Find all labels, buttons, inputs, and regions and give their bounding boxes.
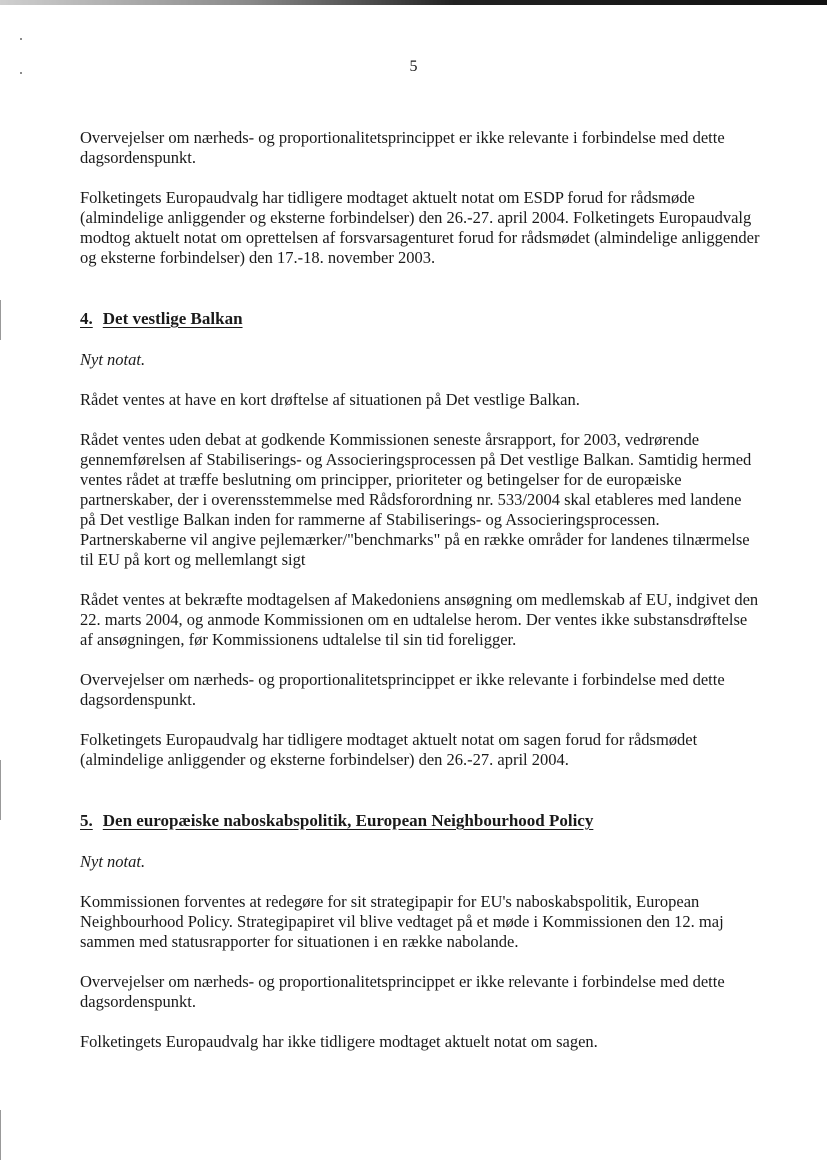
section-title: Den europæiske naboskabspolitik, European Neighbourhood Policy [102,811,594,830]
section-note: Nyt notat. [80,852,146,871]
paragraph: Folketingets Europaudvalg har ikke tidligere modtaget aktuelt notat om sagen. [80,1032,598,1051]
top-scan-rule [0,0,827,5]
paragraph: Folketingets Europaudvalg har tidligere modtaget aktuelt notat om sagen forud for rådsmødet (almindelige anliggender og eksterne forbindelser) den 26.-27. april 2004. [80,730,698,769]
paragraph: Overvejelser om nærheds- og proportionalitetsprincippet er ikke relevante i forbindelse med dette dagsordenspunkt. [80,128,725,167]
paragraph: Folketingets Europaudvalg har tidligere modtaget aktuelt notat om ESDP forud for rådsmøde (almindelige anliggender og eksterne forbindelser) den 26.-27. april 2004. Folketingets Europaudvalg modtog aktuelt notat om oprettelsen af forsvarsagenturet forud for rådsmødet (almindelige anliggender og eksterne forbindelser) den 17.-18. november 2003. [80,188,760,267]
paragraph: Overvejelser om nærheds- og proportionalitetsprincippet er ikke relevante i forbindelse med dette dagsordenspunkt. [80,670,725,709]
section-heading-5 [80,810,760,832]
scan-margin-mark [0,300,1,340]
section-spacer [80,790,760,810]
section-number: 5. [80,811,93,830]
document-body [80,128,760,1072]
section-number: 4. [80,309,93,328]
section-spacer [80,288,760,308]
scan-margin-mark [0,1110,1,1160]
paragraph: Rådet ventes at bekræfte modtagelsen af Makedoniens ansøgning om medlemskab af EU, indgivet den 22. marts 2004, og anmode Kommissionen om en udtalelse herom. Der ventes ikke substansdrøftelse af ansøgningen, før Kommissionens udtalelse til sin tid foreligger. [80,590,759,649]
page-number: 5 [409,58,418,75]
scan-dot [20,38,22,40]
paragraph: Overvejelser om nærheds- og proportionalitetsprincippet er ikke relevante i forbindelse med dette dagsordenspunkt. [80,972,725,1011]
paragraph: Rådet ventes at have en kort drøftelse af situationen på Det vestlige Balkan. [80,390,580,409]
section-note: Nyt notat. [80,350,146,369]
scan-margin-mark [0,760,1,820]
section-title: Det vestlige Balkan [102,309,243,328]
section-heading-4 [80,308,760,330]
paragraph: Rådet ventes uden debat at godkende Kommissionen seneste årsrapport, for 2003, vedrørende gennemførelsen af Stabiliserings- og Associeringsprocessen på Det vestlige Balkan. Samtidig hermed ventes rådet at træffe beslutning om principper, prioriteter og betingelser for de europæiske partnerskaber, der i overensstemmelse med Rådsforordning nr. 533/2004 skal etableres med landene på Det vestlige Balkan inden for rammerne af Stabiliserings- og Associeringsprocessen. Partnerskaberne vil angive pejlemærker/"benchmarks" på en række områder for landenes tilnærmelse til EU på kort og mellemlangt sigt [80,430,752,569]
paragraph: Kommissionen forventes at redegøre for sit strategipapir for EU's naboskabspolitik, European Neighbourhood Policy. Strategipapiret vil blive vedtaget på et møde i Kommissionen den 12. maj sammen med statusrapporter for situationen i en række nabolande. [80,892,724,951]
